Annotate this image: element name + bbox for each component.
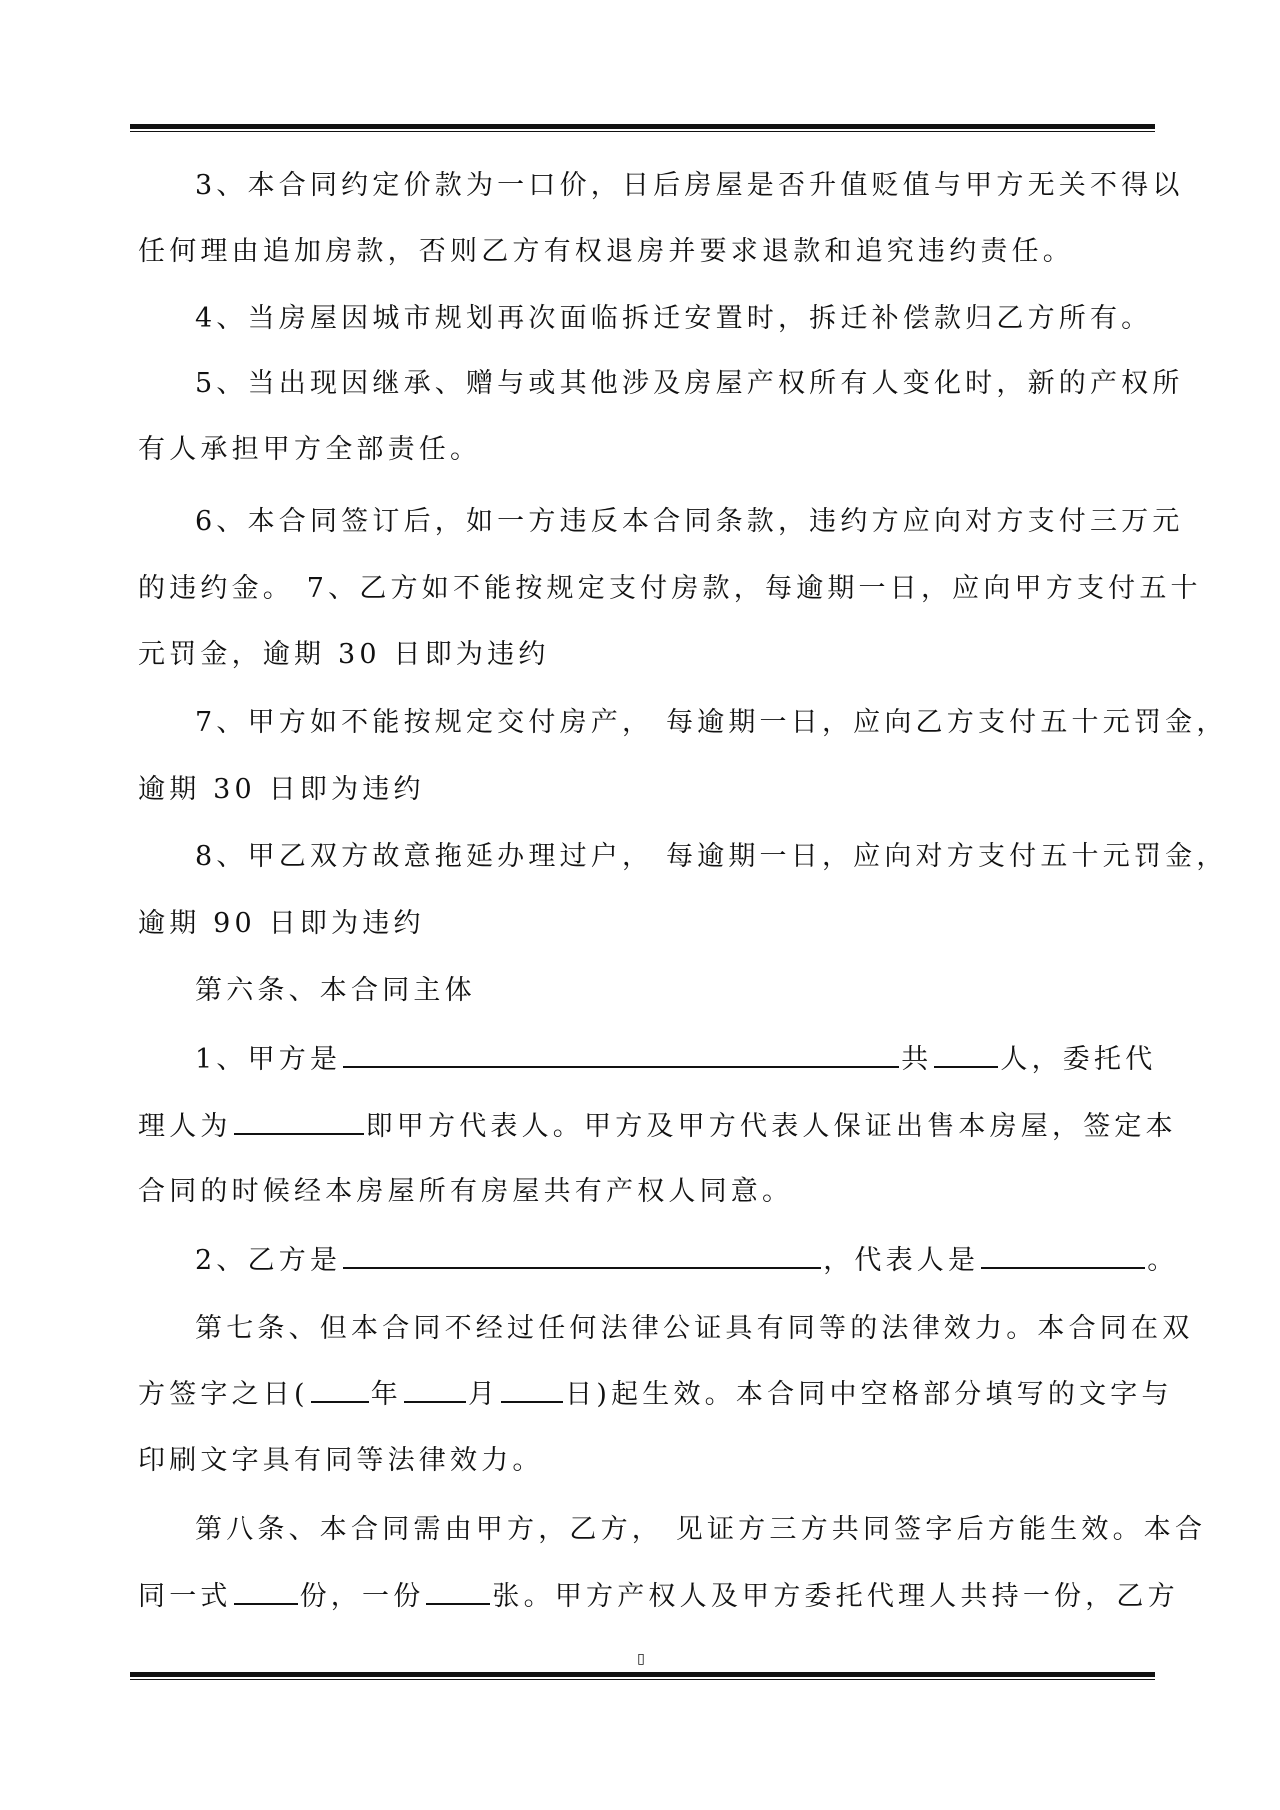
date-suffix: 日)起生效。本合同中空格部分填写的文字与: [565, 1379, 1173, 1410]
copies-unit: 份，一份: [299, 1581, 425, 1612]
text-line: 3、本合同约定价款为一口价，日后房屋是否升值贬值与甲方无关不得以: [195, 170, 1184, 201]
copies-suffix: 张。甲方产权人及甲方委托代理人共持一份，乙方: [492, 1581, 1179, 1612]
text-line: 4、当房屋因城市规划再次面临拆迁安置时，拆迁补偿款归乙方所有。: [195, 303, 1153, 334]
agent-name-blank: [234, 1109, 364, 1135]
year-label: 年: [370, 1379, 402, 1410]
party-b-line: [195, 1241, 1179, 1281]
footer-rule: [130, 1672, 1155, 1680]
party-a-suffix: 人，委托代: [1000, 1044, 1157, 1075]
month-blank: [404, 1377, 466, 1403]
agent-suffix: 即甲方代表人。甲方及甲方代表人保证出售本房屋，签定本: [365, 1111, 1177, 1142]
year-blank: [311, 1377, 369, 1403]
date-prefix: 方签字之日(: [138, 1379, 309, 1410]
text-line: 5、当出现因继承、赠与或其他涉及房屋产权所有人变化时，新的产权所: [195, 368, 1184, 399]
text-line: 6、本合同签订后，如一方违反本合同条款，违约方应向对方支付三万元: [195, 506, 1184, 537]
party-a-mid: 共: [901, 1044, 933, 1075]
text-line: 第八条、本合同需由甲方，乙方， 见证方三方共同签字后方能生效。本合: [195, 1514, 1207, 1545]
party-b-mid: ，代表人是: [823, 1245, 980, 1276]
party-a-line-2: [138, 1107, 1177, 1147]
text-line: 7、甲方如不能按规定交付房产， 每逾期一日，应向乙方支付五十元罚金，: [195, 707, 1228, 738]
text-line: 逾期 90 日即为违约: [138, 908, 425, 939]
text-line: 逾期 30 日即为违约: [138, 774, 425, 805]
month-label: 月: [467, 1379, 500, 1410]
text-line: 有人承担甲方全部责任。: [138, 434, 482, 465]
party-a-count-blank: [934, 1042, 998, 1068]
party-b-suffix: 。: [1147, 1245, 1179, 1276]
text-line: 元罚金，逾期 30 日即为违约: [138, 639, 550, 670]
party-b-prefix: 2、乙方是: [195, 1245, 342, 1276]
text-line: 印刷文字具有同等法律效力。: [138, 1445, 544, 1476]
header-rule: [130, 124, 1155, 132]
agent-prefix: 理人为: [138, 1111, 232, 1142]
day-blank: [501, 1377, 563, 1403]
text-line: 任何理由追加房款，否则乙方有权退房并要求退款和追究违约责任。: [138, 236, 1074, 267]
copies-prefix: 同一式: [138, 1581, 232, 1612]
text-line: 8、甲乙双方故意拖延办理过户， 每逾期一日，应向对方支付五十元罚金，: [195, 841, 1228, 872]
text-line: 的违约金。 7、乙方如不能按规定支付房款，每逾期一日，应向甲方支付五十: [138, 573, 1202, 604]
article7-date-line: [138, 1375, 1173, 1415]
party-a-prefix: 1、甲方是: [195, 1044, 342, 1075]
sheets-blank: [426, 1579, 490, 1605]
page-number: ▯: [637, 1651, 645, 1667]
party-a-name-blank: [343, 1042, 899, 1068]
text-line: 第七条、但本合同不经过任何法律公证具有同等的法律效力。本合同在双: [195, 1313, 1194, 1344]
text-line: 合同的时候经本房屋所有房屋共有产权人同意。: [138, 1176, 794, 1207]
section-heading: 第六条、本合同主体: [195, 975, 476, 1006]
party-b-name-blank: [343, 1243, 821, 1269]
article8-copies-line: [138, 1577, 1179, 1617]
copies-blank: [234, 1579, 298, 1605]
party-a-line: [195, 1040, 1157, 1080]
party-b-rep-blank: [981, 1243, 1145, 1269]
